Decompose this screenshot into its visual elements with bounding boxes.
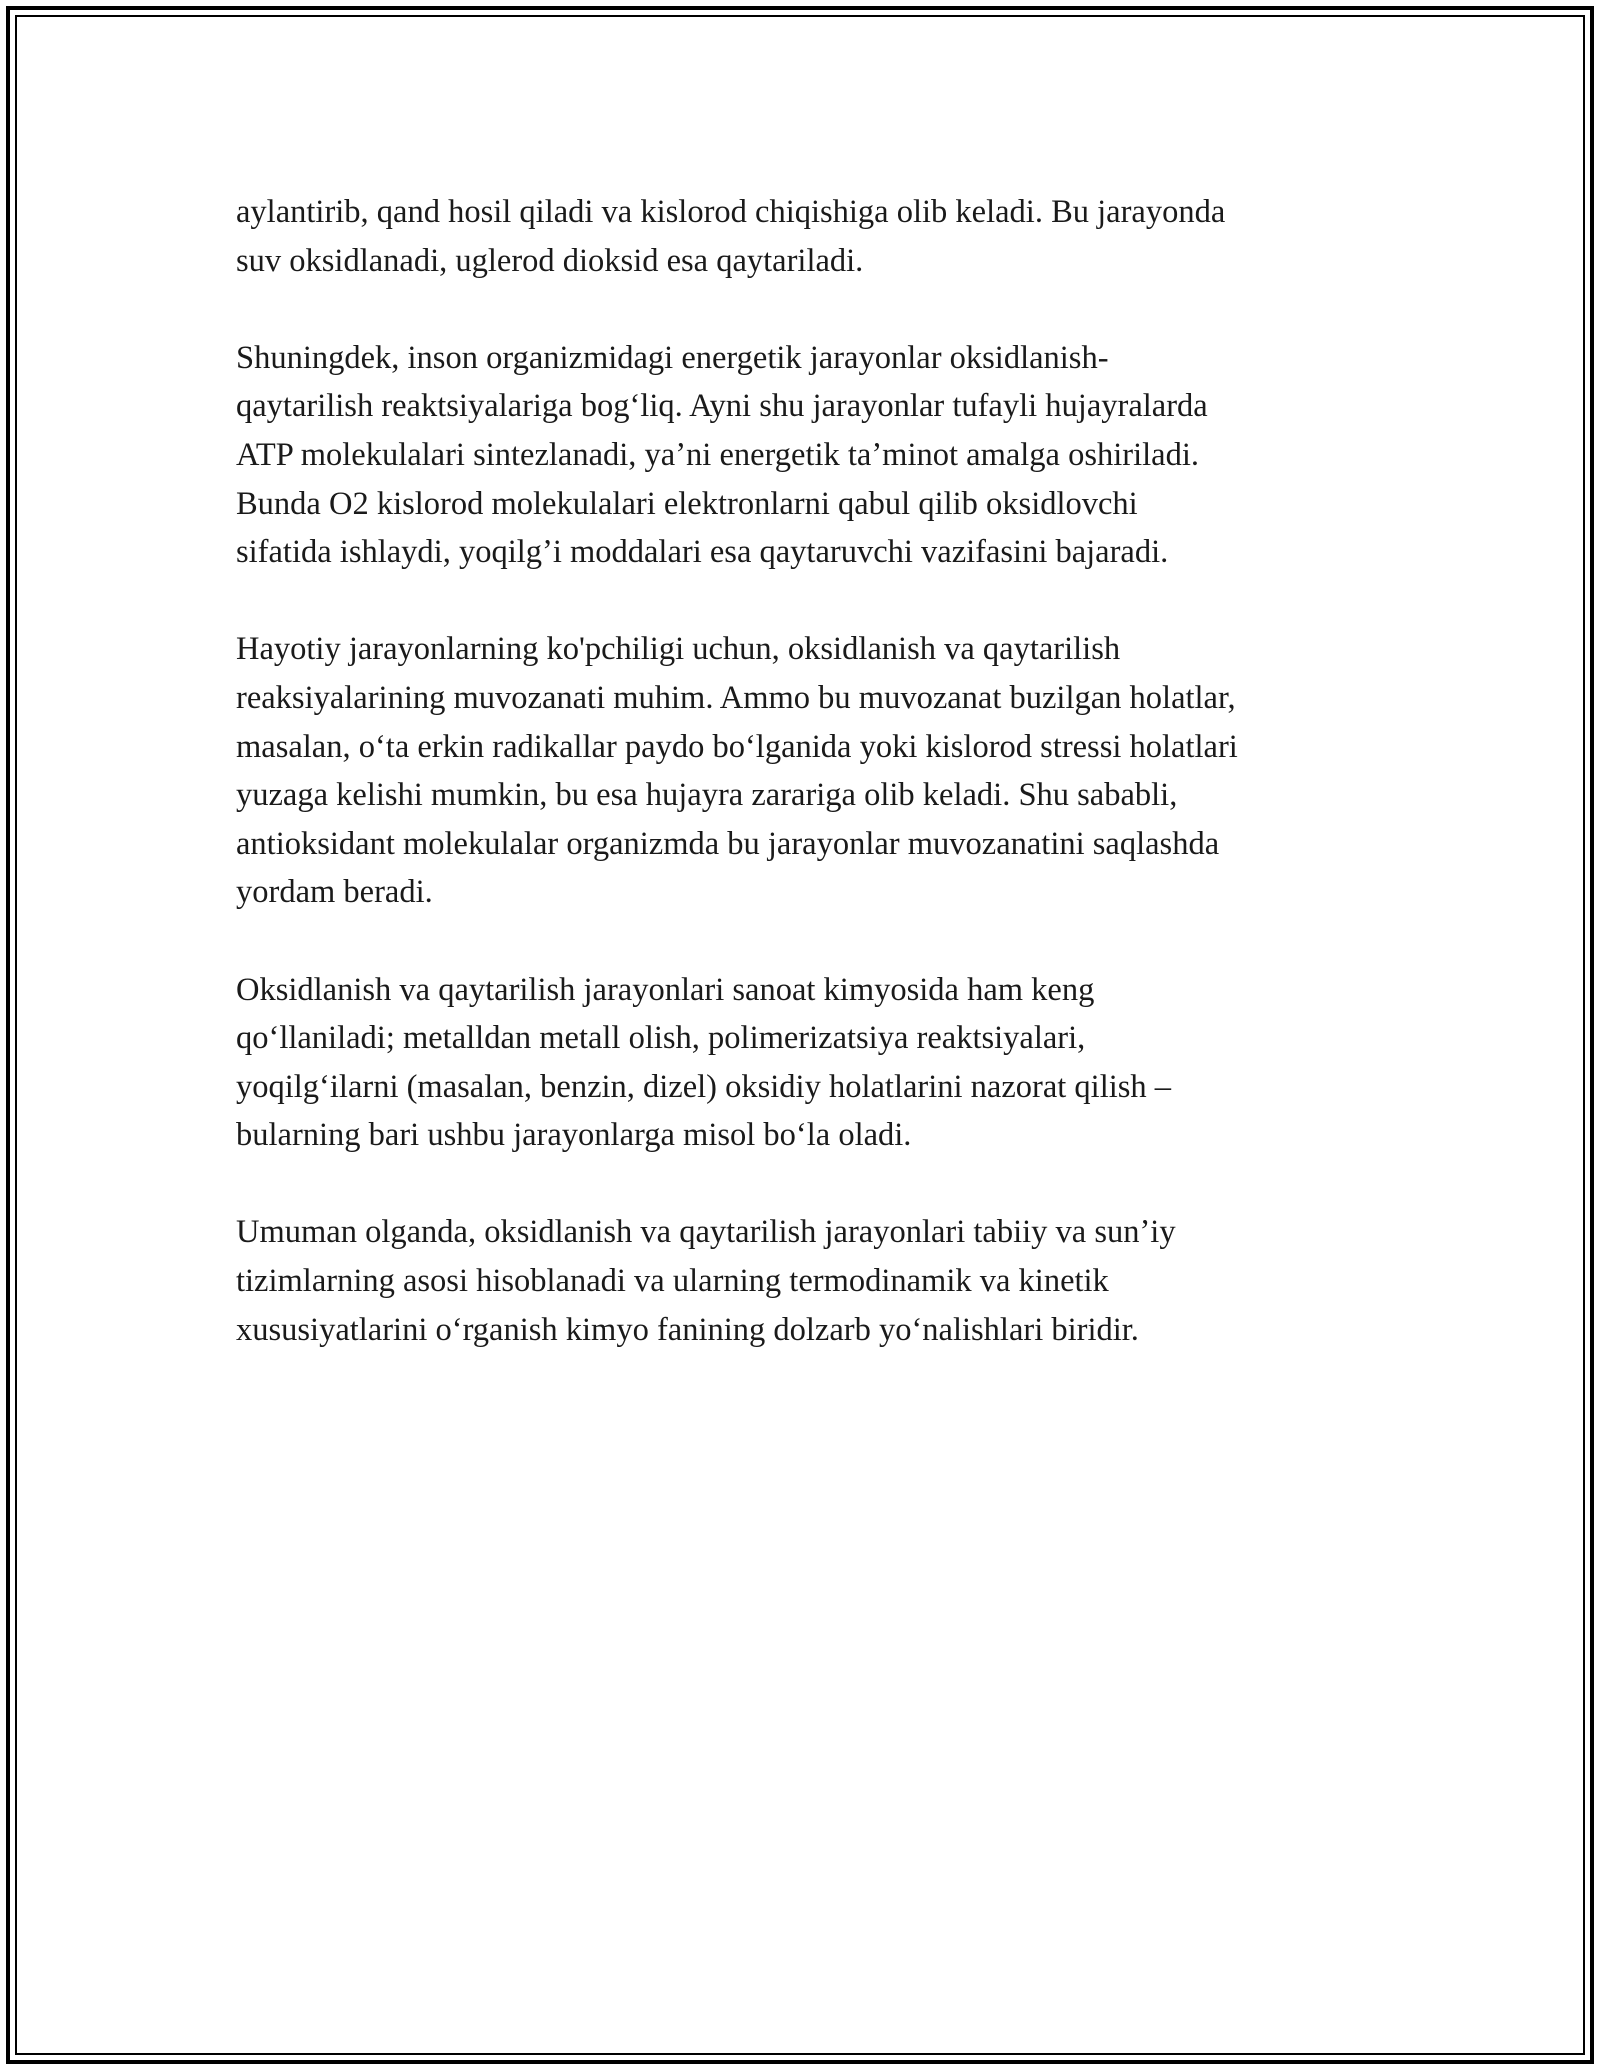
text-line: Bunda O2 kislorod molekulalari elektronlarni qabul qilib oksidlovchi bbox=[236, 485, 1138, 522]
text-line: ATP molekulalari sintezlanadi, yaʼni energetik taʼminot amalga oshiriladi. bbox=[236, 436, 1199, 473]
text-line: tizimlarning asosi hisoblanadi va ularning termodinamik va kinetik bbox=[236, 1263, 1109, 1300]
paragraph-industry bbox=[236, 966, 1386, 1160]
text-line: qaytarilish reaktsiyalariga bogʻliq. Ayni shu jarayonlar tufayli hujayralarda bbox=[236, 388, 1208, 425]
paragraph-balance bbox=[236, 625, 1386, 917]
text-line: xususiyatlarini oʻrganish kimyo fanining dolzarb yoʻnalishlari biridir. bbox=[236, 1311, 1139, 1348]
text-line: antioksidant molekulalar organizmda bu jarayonlar muvozanatini saqlashda bbox=[236, 825, 1220, 862]
paragraph-conclusion bbox=[236, 1208, 1386, 1354]
document-body bbox=[236, 188, 1386, 1403]
text-line: bularning bari ushbu jarayonlarga misol boʻla oladi. bbox=[236, 1117, 912, 1154]
text-line: sifatida ishlaydi, yoqilgʼi moddalari esa qaytaruvchi vazifasini bajaradi. bbox=[236, 534, 1169, 571]
text-line: Umuman olganda, oksidlanish va qaytarilish jarayonlari tabiiy va sunʼiy bbox=[236, 1214, 1176, 1251]
text-line: Hayotiy jarayonlarning ko'pchiligi uchun, oksidlanish va qaytarilish bbox=[236, 631, 1121, 668]
text-line: aylantirib, qand hosil qiladi va kislorod chiqishiga olib keladi. Bu jarayonda bbox=[236, 194, 1226, 230]
text-line: qoʻllaniladi; metalldan metall olish, polimerizatsiya reaktsiyalari, bbox=[236, 1020, 1086, 1057]
paragraph-photosynthesis bbox=[236, 188, 1386, 285]
text-line: masalan, oʻta erkin radikallar paydo boʻlganida yoki kislorod stressi holatlari bbox=[236, 728, 1238, 765]
text-line: suv oksidlanadi, uglerod dioksid esa qaytariladi. bbox=[236, 242, 864, 279]
text-line: reaksiyalarining muvozanati muhim. Ammo bu muvozanat buzilgan holatlar, bbox=[236, 679, 1236, 716]
text-line: Shuningdek, inson organizmidagi energetik jarayonlar oksidlanish- bbox=[236, 339, 1109, 376]
text-line: yuzaga kelishi mumkin, bu esa hujayra zarariga olib keladi. Shu sababli, bbox=[236, 777, 1178, 814]
text-line: Oksidlanish va qaytarilish jarayonlari sanoat kimyosida ham keng bbox=[236, 971, 1095, 1008]
paragraph-human-energetics bbox=[236, 334, 1386, 577]
text-line: yoqilgʻilarni (masalan, benzin, dizel) oksidiy holatlarini nazorat qilish – bbox=[236, 1068, 1172, 1105]
text-line: yordam beradi. bbox=[236, 874, 433, 911]
